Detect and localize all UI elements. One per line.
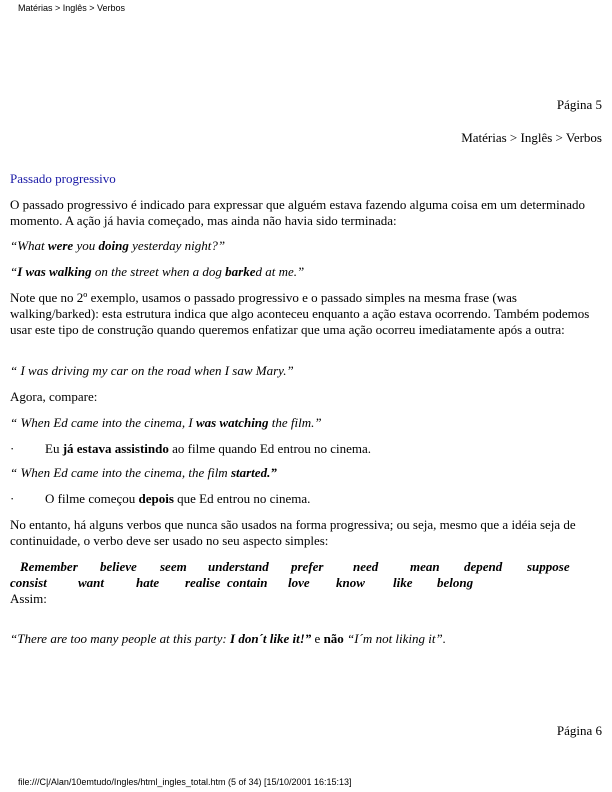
section-title: Passado progressivo [10, 171, 116, 186]
example-sentence-5: “ When Ed came into the cinema, the film started.” [10, 465, 277, 480]
verb-item: hate [136, 575, 160, 590]
verb-item: seem [160, 559, 187, 574]
verb-item: need [353, 559, 379, 574]
page-number-bottom: Página 6 [556, 723, 602, 738]
verb-item: realise [185, 575, 221, 590]
verb-item: know [336, 575, 365, 590]
non-progressive-paragraph: No entanto, há alguns verbos que nunca são usados na forma progressiva; ou seja, mesmo que a idéia seja de continuidade, o verbo deve ser usado no seu aspecto simples: [10, 517, 576, 548]
file-path-footer: file:///C|/Alan/10emtudo/Ingles/html_ingles_total.htm (5 of 34) [15/10/2001 16:15:13] [18, 777, 352, 787]
example-sentence-1: “What were you doing yesterday night?” [10, 238, 226, 253]
verb-item: suppose [527, 559, 570, 574]
example-sentence-2: “I was walking on the street when a dog barked at me.” [10, 264, 305, 279]
example-sentence-6: “There are too many people at this party: I don´t like it!” e não “I´m not liking it”. [10, 631, 446, 646]
verb-item: love [288, 575, 310, 590]
intro-paragraph: O passado progressivo é indicado para expressar que alguém estava fazendo alguma coisa em um determinado momento. A ação já havia começado, mas ainda não havia sido terminada: [10, 197, 586, 228]
verb-list [10, 559, 602, 591]
breadcrumb: Matérias > Inglês > Verbos [461, 130, 602, 145]
verb-item: understand [208, 559, 269, 574]
compare-label: Agora, compare: [10, 389, 98, 404]
assim-label: Assim: [10, 591, 47, 606]
verb-item: mean [410, 559, 440, 574]
bullet-text-1: Eu já estava assistindo ao filme quando Ed entrou no cinema. [45, 441, 372, 456]
page-number-top: Página 5 [556, 97, 602, 112]
note-paragraph: Note que no 2º exemplo, usamos o passado progressivo e o passado simples na mesma frase (was walking/barked): esta estrutura indica que algo aconteceu enquanto a ação estava ocorrendo. Também podemos usar este tipo de construção quando queremos enfatizar que uma ação ocorreu imediatamente após a outra: [10, 290, 590, 337]
verb-item: prefer [291, 559, 324, 574]
verb-item: belong [437, 575, 474, 590]
bullet-marker-2: · [10, 491, 15, 506]
verb-item: want [78, 575, 105, 590]
verb-row-1 [10, 559, 602, 575]
verb-row-2 [10, 575, 602, 591]
example-sentence-4: “ When Ed came into the cinema, I was watching the film.” [10, 415, 322, 430]
verb-item: consist [10, 575, 47, 590]
verb-item: depend [464, 559, 503, 574]
verb-item: believe [100, 559, 137, 574]
browser-header-breadcrumb: Matérias > Inglês > Verbos [18, 3, 126, 13]
verb-item: contain [227, 575, 268, 590]
verb-item: like [393, 575, 413, 590]
verb-item: Remember [20, 559, 78, 574]
example-sentence-3: “ I was driving my car on the road when I saw Mary.” [10, 363, 294, 378]
bullet-text-2: O filme começou depois que Ed entrou no cinema. [45, 491, 311, 506]
bullet-marker-1: · [10, 441, 15, 456]
